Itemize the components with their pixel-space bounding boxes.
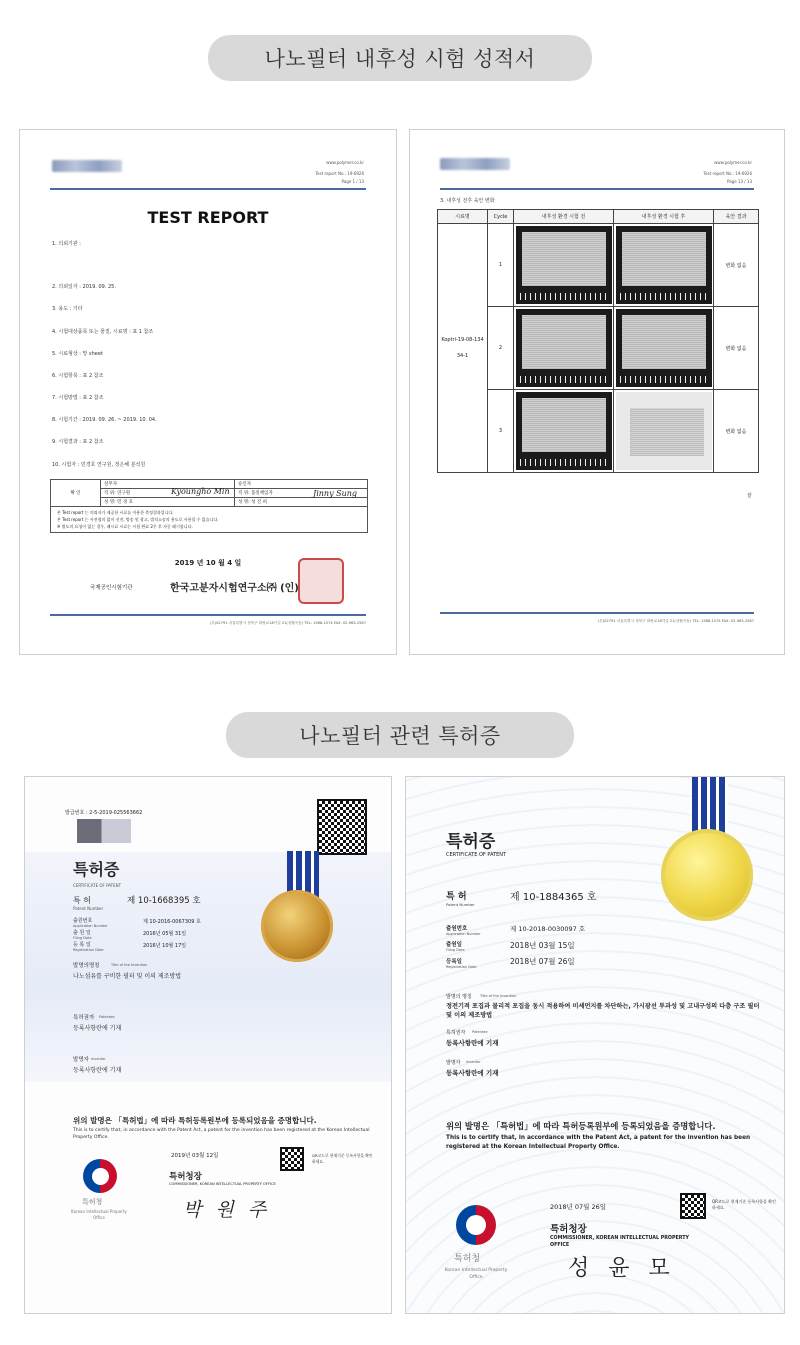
end-mark: 끝 [747, 493, 752, 499]
approver-name: 성 명: 성 진 희 [235, 498, 368, 507]
cycle-cell: 1 [488, 224, 514, 307]
sample-photo [516, 309, 612, 387]
patent-certificate-2 [405, 776, 785, 1314]
result-cell: 변화 없음 [714, 307, 759, 390]
result-cell: 변화 없음 [714, 224, 759, 307]
result-cell: 변화 없음 [714, 390, 759, 473]
app-number: 제 10-2018-0030097 호 [510, 925, 586, 933]
gold-medal [661, 829, 753, 921]
company-logo [52, 160, 122, 172]
sample-photo [616, 226, 712, 304]
org-prefix: 국제공인시험기관 [90, 585, 133, 591]
note: 본 Test report 는 의뢰자가 제공한 시료를 이용한 측정결과입니다. [57, 510, 174, 515]
report-item: 6. 시험항목 : 표 2 참조 [52, 373, 104, 379]
certificate-date: 2018년 07월 26일 [550, 1203, 607, 1211]
company-logo [440, 158, 510, 170]
after-photo-cell [614, 224, 714, 307]
patent-number-en: Patent Number [73, 906, 104, 911]
certify-text: 위의 발명은 「특허법」에 따라 특허등록원부에 등록되었음을 증명합니다. [73, 1116, 317, 1125]
inventor-value: 등록사항란에 기재 [446, 1069, 499, 1077]
sample-photo [616, 392, 712, 470]
office-name: 특허청 [454, 1254, 481, 1264]
reg-label: 등록일 [446, 959, 462, 965]
inventor-label: 발명자 [73, 1057, 89, 1063]
commissioner-signature: 성 윤 모 [568, 1256, 676, 1281]
commissioner-title-en: COMMISSIONER, KOREAN INTELLECTUAL PROPERTY OFFICE [169, 1182, 276, 1186]
inventor-value: 등록사항란에 기재 [73, 1067, 122, 1074]
app-number-en: Application Number [73, 924, 108, 928]
invention-label: 발명의명칭 [73, 963, 100, 969]
invention-title: 나노섬유를 구비한 필터 및 이의 제조방법 [73, 973, 182, 980]
signature-table [50, 479, 368, 533]
kipo-logo [456, 1205, 496, 1245]
sample-photo [516, 226, 612, 304]
patent-number: 제 10-1668395 호 [127, 896, 201, 906]
patentee-value: 등록사항란에 기재 [446, 1039, 499, 1047]
reg-en: Registration Date [73, 948, 104, 952]
confirm-label: 확 인 [51, 480, 101, 507]
header-rule [440, 188, 754, 190]
certify-text-en: This is to certify that, in accordance with the Patent Act, a patent for the invention has been registered at the Korean Intellectual Property Office. [446, 1135, 751, 1150]
report-number: Test report No.: 19-6926 [315, 171, 364, 176]
footer-address: (우)02791 서울특별시 성북구 화랑로18가길 21(상월곡동) TEL: 1588-1574 FAX: 02-963-2587 [597, 619, 754, 623]
patent-number-en: Patent Number [446, 902, 475, 907]
qr-note: QR코드로 현재기준 등록사항을 확인하세요. [712, 1199, 776, 1210]
footer-rule [50, 614, 366, 616]
reg-en: Registration Date [446, 965, 477, 969]
footer-rule [440, 612, 754, 614]
filing-date: 2018년 03월 15일 [510, 941, 575, 950]
office-name: 특허청 [82, 1198, 103, 1206]
column-header: 내후성 환경 시험 전 [514, 210, 614, 224]
filing-en: Filing Date [73, 936, 92, 940]
report-item: 5. 시료형상 : 망 sheet [52, 351, 103, 357]
report-item: 3. 용도 : 기타 [52, 306, 83, 312]
report-title: TEST REPORT [147, 208, 269, 227]
note: ※ 별도의 요청이 없는 경우, 폐시료 시료는 시험 완료 2주 후 자동 폐기합니다. [57, 524, 193, 529]
report-item: 7. 시험방법 : 표 2 참조 [52, 395, 104, 401]
worker-label: 실무자 [101, 480, 235, 489]
qr-code-small [680, 1193, 706, 1219]
org-name: 한국고분자시험연구소㈜ (인) [170, 583, 299, 594]
before-photo-cell [514, 224, 614, 307]
inventor-label-en: Inventor [91, 1057, 106, 1061]
before-photo-cell [514, 390, 614, 473]
patent-label: 특 허 [446, 892, 467, 902]
certificate-title-en: CERTIFICATE OF PATENT [446, 852, 507, 858]
report-item: 2. 의뢰일자 : 2019. 09. 25. [52, 284, 116, 290]
office-name-en: Korean Intellectual Property Office [71, 1209, 127, 1220]
column-header: Cycle [488, 210, 514, 224]
patent-label: 특 허 [73, 896, 91, 905]
approver-signature: Jinny Sung [313, 489, 358, 498]
section-title: 3. 내후성 전후 육안 변화 [440, 198, 495, 204]
patentee-label: 특허권자 [73, 1015, 95, 1021]
sample-photo [616, 309, 712, 387]
official-seal [298, 558, 344, 604]
report-number: Test report No.: 19-6926 [703, 171, 752, 176]
report-item: 4. 시험대상품목 또는 물질, 시료명 : 표 1 참조 [52, 329, 154, 335]
reg-label: 등 록 일 [73, 942, 91, 948]
filing-date: 2016년 05월 31일 [143, 931, 187, 937]
results-table [437, 209, 759, 473]
certify-text-en: This is to certify that, in accordance with the Patent Act, a patent for the invention has been registered at the Korean Intellectual Property Office. [73, 1128, 370, 1140]
column-header: 내후성 환경 시험 후 [614, 210, 714, 224]
invention-title: 정전기적 포집과 물리적 포집을 동시 적용하여 미세먼지를 차단하는, 가시광선 투과성 및 고내구성의 다층 구조 필터 및 이의 제조방법 [446, 1003, 760, 1019]
certificate-title-en: CERTIFICATE OF PATENT [73, 883, 122, 888]
filing-label: 출원일 [446, 942, 462, 948]
sample-photo [516, 392, 612, 470]
filing-en: Filing Date [446, 948, 465, 952]
report-item: 8. 시험기간 : 2019. 09. 26. ~ 2019. 10. 04. [52, 417, 157, 423]
approver-title: 직 위: 품질책임자 [238, 491, 273, 496]
app-number: 제 10-2016-0067309 호 [143, 919, 201, 925]
invention-label: 발명의 명칭 [446, 994, 472, 1000]
certificate-title: 특허증 [446, 832, 496, 852]
sample-name: Koptri-19-08-13434-1 [438, 224, 488, 473]
certificate-date: 2019년 03월 12일 [171, 1153, 219, 1159]
issue-number: 발급번호 : 2-5-2019-025563662 [65, 810, 143, 816]
patentee-value: 등록사항란에 기재 [73, 1025, 122, 1032]
approver-label: 승인자 [235, 480, 368, 489]
app-number-label: 출원번호 [446, 926, 468, 932]
header-rule [50, 188, 366, 190]
website: www.polymer.co.kr [326, 160, 364, 165]
kipo-logo [83, 1159, 117, 1193]
invention-label-en: Title of the Invention [111, 963, 148, 967]
qr-note: QR코드로 현재기준 등록사항을 확인하세요. [312, 1153, 373, 1164]
medal-ribbon [692, 777, 728, 837]
worker-title: 직 위: 연구원 [104, 491, 131, 496]
commissioner-title: 특허청장 [550, 1224, 587, 1235]
report-item: 1. 의뢰기관 : [52, 241, 81, 247]
column-header: 시료명 [438, 210, 488, 224]
office-name-en: Korean Intellectual Property Office [444, 1268, 508, 1280]
page-number: Page 13 / 13 [726, 179, 752, 184]
reg-date: 2016년 10월 17일 [143, 943, 187, 949]
cycle-cell: 3 [488, 390, 514, 473]
certify-text: 위의 발명은 「특허법」에 따라 특허등록원부에 등록되었음을 증명합니다. [446, 1121, 716, 1131]
report-item: 9. 시험결과 : 표 2 참조 [52, 439, 104, 445]
patent-number: 제 10-1884365 호 [510, 892, 597, 903]
report-item: 10. 시험자 : 민경호 연구원, 정은혜 분석원 [52, 462, 146, 468]
cycle-cell: 2 [488, 307, 514, 390]
after-photo-cell [614, 390, 714, 473]
qr-code [317, 799, 367, 855]
after-photo-cell [614, 307, 714, 390]
footer-address: (우)02791 서울특별시 성북구 화랑로18가길 21(상월곡동) TEL: 1588-1574 FAX: 02-963-2587 [209, 621, 366, 625]
notes-cell [51, 507, 368, 533]
certificate-title: 특허증 [73, 860, 120, 879]
patent-certificate-1 [24, 776, 392, 1314]
patentee-label: 특허권자 [446, 1030, 466, 1036]
app-number-en: Application Number [446, 932, 481, 936]
qr-code-small [280, 1147, 304, 1171]
patentee-label-en: Patentee [472, 1030, 488, 1034]
barcode-block [77, 819, 131, 843]
website: www.polymer.co.kr [714, 160, 752, 165]
inventor-label: 발명자 [446, 1060, 461, 1066]
worker-signature: Kyoungho Min [171, 487, 230, 496]
patentee-label-en: Patentee [99, 1015, 115, 1019]
report-section-header: 나노필터 내후성 시험 성적서 [208, 35, 592, 81]
commissioner-title-en: COMMISSIONER, KOREAN INTELLECTUAL PROPERTY OFFICE [550, 1236, 690, 1248]
gold-medal [261, 890, 333, 962]
worker-title-cell [101, 489, 235, 498]
filing-label: 출 원 일 [73, 930, 91, 936]
note: 본 Test report 는 사전협의 없이 선전, 방송 및 광고, 법적소송의 용도로 사용할 수 없습니다. [57, 517, 219, 522]
app-number-label: 출원번호 [73, 918, 93, 924]
approver-title-cell [235, 489, 368, 498]
test-report-page-1 [19, 129, 397, 655]
patent-section-header: 나노필터 관련 특허증 [226, 712, 574, 758]
invention-label-en: Title of the Invention [480, 994, 517, 998]
reg-date: 2018년 07월 26일 [510, 957, 575, 966]
commissioner-title: 특허청장 [169, 1172, 202, 1182]
report-date: 2019 년 10 월 4 일 [174, 559, 242, 567]
before-photo-cell [514, 307, 614, 390]
inventor-label-en: Inventor [466, 1060, 481, 1064]
test-report-page-13 [409, 129, 785, 655]
worker-name: 성 명: 민 경 호 [101, 498, 235, 507]
commissioner-signature: 박 원 주 [183, 1199, 271, 1221]
page-number: Page 1 / 13 [341, 179, 364, 184]
column-header: 육안 결과 [714, 210, 759, 224]
